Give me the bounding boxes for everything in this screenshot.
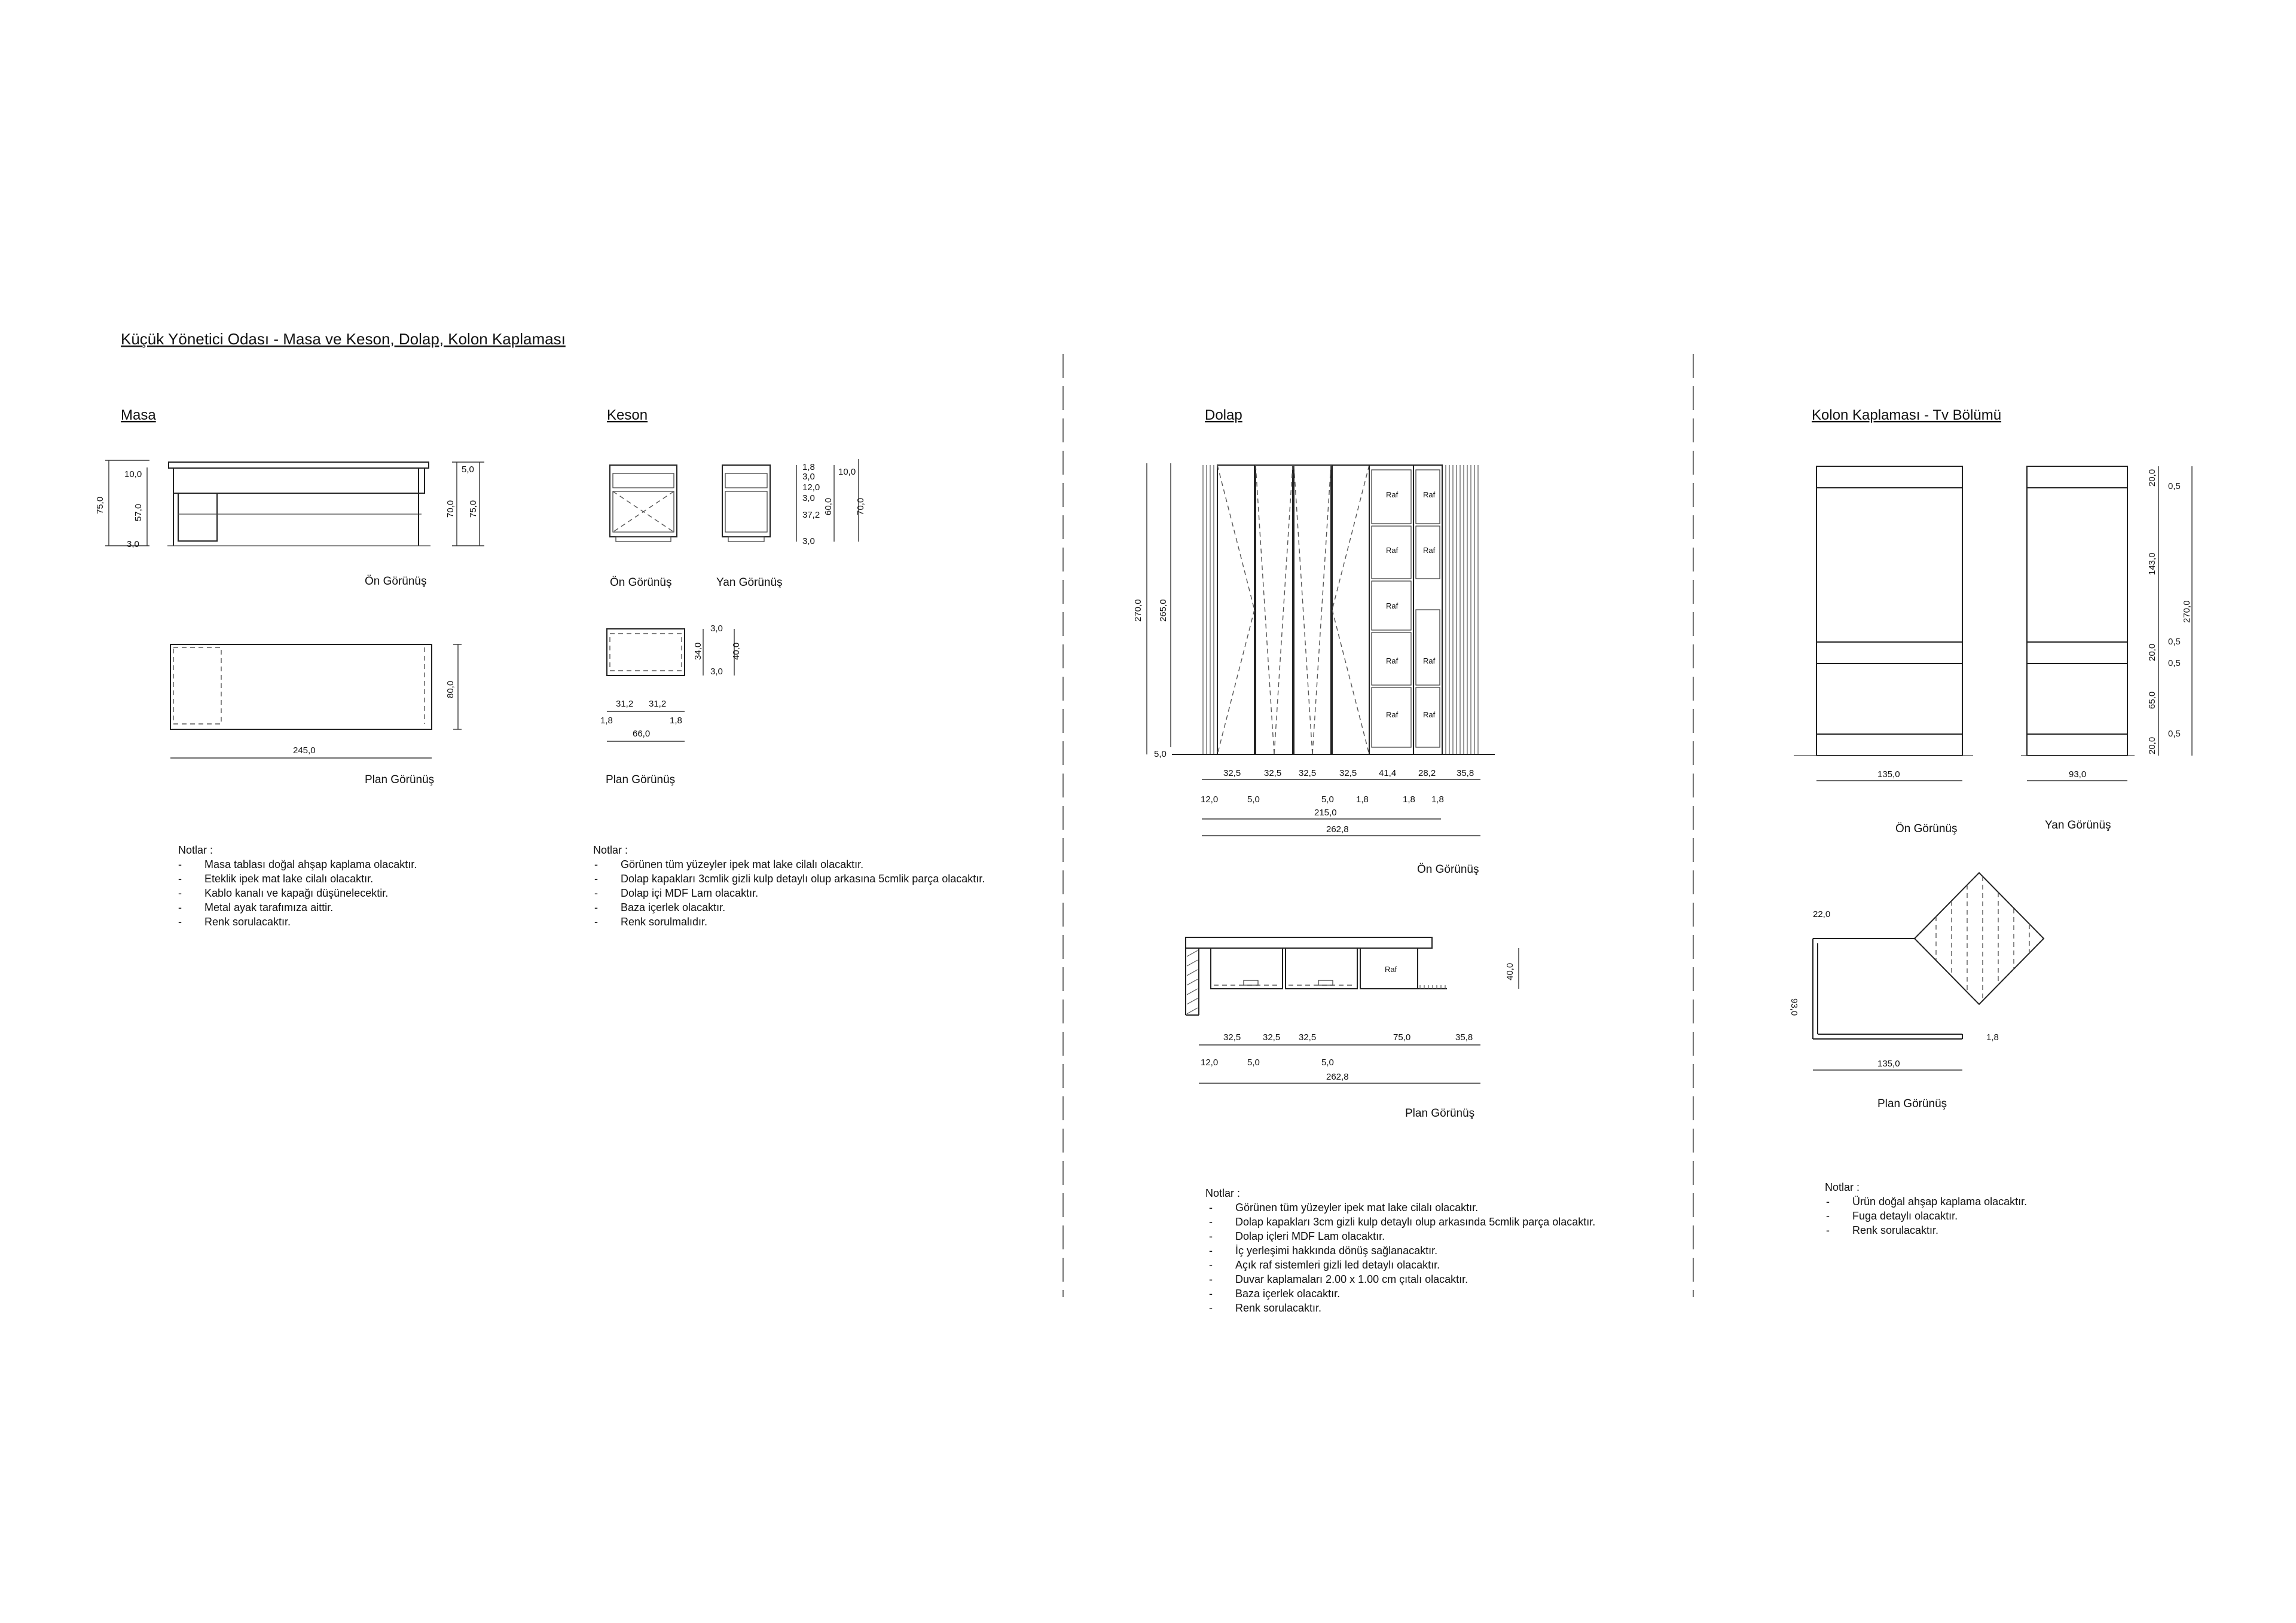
svg-text:-: - (594, 858, 598, 870)
keson-plan-top: 3,0 (710, 623, 723, 634)
dolap-dim-row1: 41,4 (1379, 768, 1397, 778)
dolap-dim-row2: 12,0 (1201, 794, 1219, 805)
masa-plan-view (170, 644, 462, 786)
shelf-label: Raf (1386, 546, 1399, 555)
dolap-plan-total: 262,8 (1326, 1072, 1349, 1082)
kolon-side-dim: 0,5 (2168, 658, 2181, 668)
dolap-dim-row1: 35,8 (1457, 768, 1474, 778)
kolon-note-item: Fuga detaylı olacaktır. (1852, 1210, 1958, 1222)
shelf-label: Raf (1386, 656, 1399, 665)
dolap-plan-row2: 5,0 (1321, 1057, 1334, 1068)
svg-text:-: - (594, 873, 598, 885)
dolap-dim-row1: 32,5 (1223, 768, 1241, 778)
dolap-plan-row1: 75,0 (1393, 1032, 1411, 1043)
kolon-notes (1825, 1181, 2027, 1236)
masa-dim-left-total: 75,0 (95, 496, 105, 514)
svg-text:-: - (178, 901, 182, 913)
keson-notes-title: Notlar : (593, 844, 628, 856)
masa-plan-label: Plan Görünüş (365, 774, 435, 786)
keson-side-d3: 12,0 (802, 482, 820, 493)
kolon-plan-depth: 93,0 (1789, 998, 1799, 1016)
keson-side-d1: 1,8 (802, 462, 815, 472)
dolap-dim-row1: 32,5 (1299, 768, 1317, 778)
shelf-label: Raf (1423, 490, 1436, 499)
svg-text:-: - (1209, 1259, 1213, 1271)
masa-note-item: Masa tablası doğal ahşap kaplama olacaktır. (204, 858, 417, 870)
dolap-note-item: İç yerleşimi hakkında dönüş sağlanacaktır. (1235, 1245, 1438, 1257)
dolap-plan-row1: 32,5 (1223, 1032, 1241, 1043)
svg-text:-: - (1209, 1302, 1213, 1314)
dolap-dim-row1: 32,5 (1264, 768, 1282, 778)
dolap-plan-row1: 32,5 (1299, 1032, 1317, 1043)
dolap-note-item: Görünen tüm yüzeyler ipek mat lake cilalı olacaktır. (1235, 1202, 1479, 1214)
svg-text:-: - (178, 916, 182, 928)
svg-text:-: - (1209, 1202, 1213, 1214)
kolon-side-width: 93,0 (2069, 769, 2087, 780)
wall-hatch-plan (1187, 950, 1198, 1014)
kolon-side-dim: 65,0 (2147, 691, 2157, 709)
keson-plan-bottom: 3,0 (710, 667, 723, 677)
svg-text:-: - (178, 887, 182, 899)
kolon-side-dim: 0,5 (2168, 637, 2181, 647)
dolap-heading: Dolap (1205, 407, 1242, 423)
keson-side-top-10: 10,0 (838, 467, 856, 477)
keson-note-item: Dolap kapakları 3cmlik gizli kulp detaylı olup arkasına 5cmlik parça olacaktır. (621, 873, 985, 885)
masa-front-view (95, 460, 484, 588)
keson-notes (593, 844, 985, 928)
masa-heading: Masa (121, 407, 156, 423)
dolap-dim-row2: 5,0 (1321, 794, 1334, 805)
kolon-front-view (1794, 466, 1973, 835)
svg-text:-: - (1826, 1210, 1830, 1222)
masa-dim-right-70: 70,0 (445, 500, 456, 518)
masa-dim-left-bottom: 3,0 (127, 539, 139, 549)
shelf-label: Raf (1423, 656, 1436, 665)
keson-plan-left-w: 31,2 (616, 699, 634, 709)
keson-side-label: Yan Görünüş (716, 576, 783, 589)
dolap-height-265: 265,0 (1158, 599, 1168, 622)
sheet-title: Küçük Yönetici Odası - Masa ve Keson, Dolap, Kolon Kaplaması (121, 330, 566, 348)
kolon-front-label: Ön Görünüş (1895, 823, 1958, 835)
keson-plan-label: Plan Görünüş (606, 774, 676, 786)
shelf-label: Raf (1386, 490, 1399, 499)
keson-heading: Keson (607, 407, 648, 423)
masa-note-item: Eteklik ipek mat lake cilalı olacaktır. (204, 873, 374, 885)
dolap-notes (1205, 1187, 1595, 1314)
kolon-note-item: Renk sorulacaktır. (1852, 1224, 1939, 1236)
dolap-plan-view (1186, 937, 1519, 1120)
keson-plan-total: 66,0 (633, 729, 651, 739)
dolap-total: 262,8 (1326, 824, 1349, 835)
dolap-plan-row2: 5,0 (1247, 1057, 1260, 1068)
shelf-label: Raf (1386, 601, 1399, 610)
dolap-dim-row1: 32,5 (1339, 768, 1357, 778)
dolap-note-item: Renk sorulacaktır. (1235, 1302, 1322, 1314)
masa-section (95, 407, 484, 928)
keson-note-item: Dolap içi MDF Lam olacaktır. (621, 887, 759, 899)
kolon-side-dim: 20,0 (2147, 469, 2157, 487)
keson-plan-edge-l: 1,8 (600, 716, 613, 726)
dolap-dim-row2: 1,8 (1403, 794, 1415, 805)
dolap-front-view (1133, 463, 1495, 876)
keson-side-d4: 3,0 (802, 493, 815, 503)
dolap-plan-label: Plan Görünüş (1405, 1107, 1475, 1120)
masa-note-item: Kablo kanalı ve kapağı düşünelecektir. (204, 887, 389, 899)
keson-plan-depth-34: 34,0 (693, 642, 703, 660)
dolap-plan-row2: 12,0 (1201, 1057, 1219, 1068)
masa-notes (178, 844, 417, 928)
dolap-note-item: Dolap içleri MDF Lam olacaktır. (1235, 1230, 1385, 1242)
svg-text:-: - (594, 916, 598, 928)
keson-plan-right-w: 31,2 (649, 699, 667, 709)
kolon-plan-view (1789, 873, 2044, 1110)
shelf-label: Raf (1423, 710, 1436, 719)
keson-side-total-60: 60,0 (823, 497, 833, 515)
kolon-side-view (2021, 466, 2192, 832)
keson-note-item: Baza içerlek olacaktır. (621, 901, 726, 913)
keson-side-d6: 3,0 (802, 536, 815, 546)
dolap-plan-row1: 35,8 (1455, 1032, 1473, 1043)
wall-cladding-right (1446, 465, 1478, 754)
dolap-plan-depth: 40,0 (1505, 962, 1515, 980)
kolon-heading: Kolon Kaplaması - Tv Bölümü (1812, 407, 2002, 423)
kolon-side-dim: 20,0 (2147, 643, 2157, 661)
dolap-note-item: Dolap kapakları 3cm gizli kulp detaylı olup arkasında 5cmlik parça olacaktır. (1235, 1216, 1596, 1228)
keson-note-item: Renk sorulmalıdır. (621, 916, 708, 928)
dolap-sub-total: 215,0 (1314, 808, 1337, 818)
masa-dim-right-75: 75,0 (468, 500, 478, 518)
dolap-notes-title: Notlar : (1205, 1187, 1241, 1199)
wall-cladding-left (1203, 465, 1217, 754)
masa-notes-title: Notlar : (178, 844, 213, 856)
kolon-notes-title: Notlar : (1825, 1181, 1860, 1193)
kolon-side-dim: 0,5 (2168, 481, 2181, 491)
kolon-plan-width: 135,0 (1877, 1059, 1900, 1069)
svg-text:-: - (178, 858, 182, 870)
keson-plan-view (600, 623, 741, 786)
dolap-section (1133, 407, 1595, 1314)
keson-side-view (716, 459, 866, 589)
keson-section (593, 407, 985, 928)
kolon-plan-top: 22,0 (1813, 909, 1831, 919)
masa-dim-right-top: 5,0 (462, 464, 474, 475)
masa-note-item: Metal ayak tarafımıza aittir. (204, 901, 334, 913)
shelf-label: Raf (1385, 965, 1397, 974)
keson-side-total-70: 70,0 (856, 497, 866, 515)
svg-text:-: - (1209, 1273, 1213, 1285)
dolap-note-item: Duvar kaplamaları 2.00 x 1.00 cm çıtalı olacaktır. (1235, 1273, 1468, 1285)
masa-plan-depth: 80,0 (445, 680, 456, 698)
kolon-front-width: 135,0 (1877, 769, 1900, 780)
dolap-front-label: Ön Görünüş (1417, 863, 1479, 876)
dolap-dim-row2: 1,8 (1431, 794, 1444, 805)
kolon-side-dim: 20,0 (2147, 736, 2157, 754)
masa-dim-left-mid: 57,0 (133, 503, 144, 521)
masa-note-item: Renk sorulacaktır. (204, 916, 291, 928)
svg-text:-: - (1209, 1230, 1213, 1242)
masa-front-label: Ön Görünüş (365, 575, 427, 588)
kolon-plan-edge: 1,8 (1986, 1032, 1999, 1043)
keson-plan-depth-40: 40,0 (731, 642, 741, 660)
svg-text:-: - (1826, 1196, 1830, 1208)
shelf-label: Raf (1423, 546, 1436, 555)
dolap-note-item: Açık raf sistemleri gizli led detaylı olacaktır. (1235, 1259, 1440, 1271)
svg-text:-: - (1209, 1288, 1213, 1300)
keson-side-d5: 37,2 (802, 510, 820, 520)
dolap-base: 5,0 (1154, 749, 1167, 759)
svg-text:-: - (178, 873, 182, 885)
kolon-side-total: 270,0 (2182, 600, 2192, 623)
kolon-side-dim: 143,0 (2147, 552, 2157, 575)
dolap-dim-row2: 1,8 (1356, 794, 1369, 805)
kolon-section (1789, 407, 2192, 1236)
dolap-dim-row1: 28,2 (1418, 768, 1436, 778)
kolon-note-item: Ürün doğal ahşap kaplama olacaktır. (1852, 1196, 2028, 1208)
kolon-side-label: Yan Görünüş (2045, 819, 2111, 832)
shelf-label: Raf (1386, 710, 1399, 719)
masa-plan-width: 245,0 (293, 745, 316, 756)
keson-note-item: Görünen tüm yüzeyler ipek mat lake cilalı olacaktır. (621, 858, 864, 870)
keson-plan-edge-r: 1,8 (670, 716, 682, 726)
kolon-side-dim: 0,5 (2168, 729, 2181, 739)
dolap-dim-row2: 5,0 (1247, 794, 1260, 805)
kolon-plan-label: Plan Görünüş (1877, 1098, 1947, 1110)
svg-text:-: - (594, 887, 598, 899)
svg-text:-: - (1826, 1224, 1830, 1236)
dolap-height-270: 270,0 (1133, 599, 1143, 622)
svg-text:-: - (1209, 1245, 1213, 1257)
keson-front-label: Ön Görünüş (610, 576, 672, 589)
keson-front-view (610, 465, 677, 589)
keson-side-d2: 3,0 (802, 472, 815, 482)
dolap-plan-row1: 32,5 (1263, 1032, 1281, 1043)
dolap-note-item: Baza içerlek olacaktır. (1235, 1288, 1341, 1300)
svg-text:-: - (1209, 1216, 1213, 1228)
masa-dim-left-top: 10,0 (124, 469, 142, 479)
svg-text:-: - (594, 901, 598, 913)
